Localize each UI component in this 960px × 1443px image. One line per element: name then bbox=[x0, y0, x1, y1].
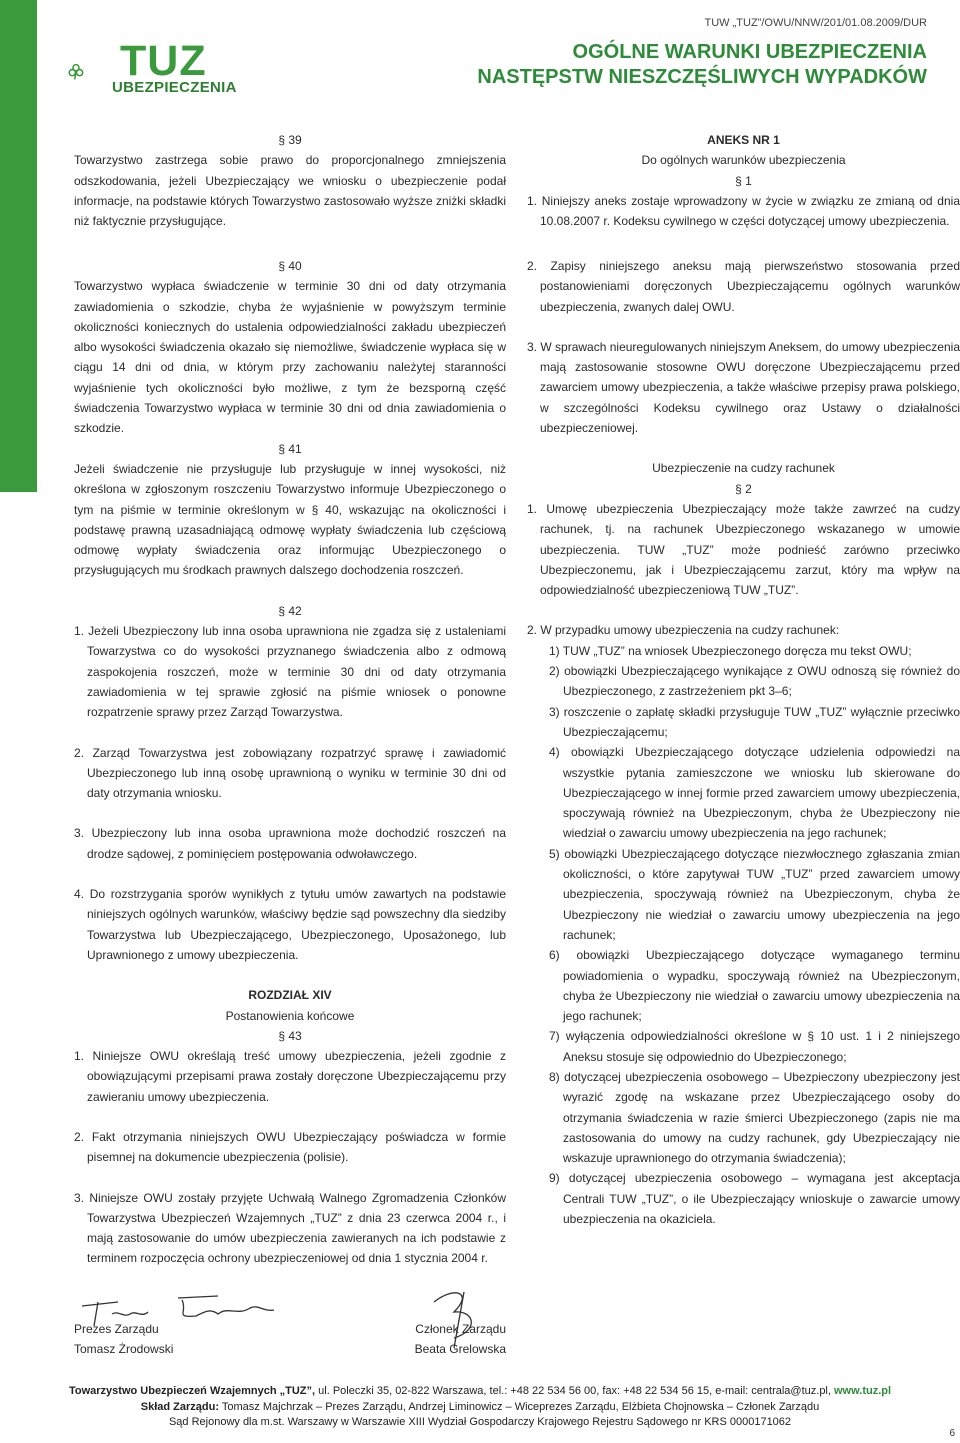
paragraph-2-sub-9: 9) dotyczącej ubezpieczenia osobowego – wymagana jest akceptacja Centrali TUW „TUZ”, o ile Ubezpieczający wnioskuje o zawarcie umowy ubezpieczenia na okaziciela. bbox=[549, 1171, 960, 1227]
section-43-item-2: 2. Fakt otrzymania niniejszych OWU Ubezpieczający poświadcza w formie pisemnej na dokumencie ubezpieczenia (polisie). bbox=[74, 1129, 506, 1165]
paragraph-1-item-3: 3. W sprawach nieuregulowanych niniejszym Aneksem, do umowy ubezpieczenia mają zastosowanie stosowne OWU doręczone Ubezpieczającemu przed zawarciem umowy ubezpieczenia, a także właściwe przepisy prawa polskiego, w szczególności Kodeksu cywilnego oraz Ustawy o działalności ubezpieczeniowej. bbox=[527, 339, 960, 436]
section-42-item-3: 3. Ubezpieczony lub inna osoba uprawniona może dochodzić roszczeń na drodze sądowej, z pominięciem postępowania odwoławczego. bbox=[74, 826, 506, 861]
section-42-item-2: 2. Zarząd Towarzystwa jest zobowiązany rozpatrzyć sprawę i zawiadomić Ubezpieczonego lub inną osobę uprawnioną o wyniku w terminie 30 dni od daty otrzymania wniosku. bbox=[74, 745, 506, 801]
signature-2-role: Członek Zarządu bbox=[415, 1322, 506, 1336]
page-number: 6 bbox=[949, 1428, 955, 1439]
section-42-heading: § 42 bbox=[278, 603, 302, 618]
paragraph-2-sub-2: 2) obowiązki Ubezpieczającego wynikające z OWU odnoszą się również do Ubezpieczonego, z zastrzeżeniem pkt 3–6; bbox=[549, 664, 960, 699]
section-2-title: Ubezpieczenie na cudzy rachunek bbox=[652, 461, 835, 476]
chapter-heading: ROZDZIAŁ XIV bbox=[248, 988, 332, 1003]
footer-line-2 bbox=[0, 1400, 960, 1416]
paragraph-2-sub-4: 4) obowiązki Ubezpieczającego dotyczące udzielenia odpowiedzi na wszystkie pytania zamieszczone we wniosku lub skierowane do Ubezpieczającego w innej formie przed zawarciem umowy ubezpieczenia, spoczywają również na Ubezpieczonym, chyba że Ubezpieczony nie wiedział o zawarciu umowy ubezpieczenia na jego rachunek; bbox=[549, 745, 960, 841]
document-reference: TUW „TUZ”/OWU/NNW/201/01.08.2009/DUR bbox=[704, 17, 927, 29]
footer-company-name: Towarzystwo Ubezpieczeń Wzajemnych „TUZ”, bbox=[68, 1385, 316, 1397]
section-43-heading: § 43 bbox=[278, 1028, 302, 1043]
logo-wordmark: TUZ bbox=[120, 37, 207, 85]
signature-2-name: Beata Grelowska bbox=[414, 1342, 506, 1356]
paragraph-2-sub-7: 7) wyłączenia odpowiedzialności określone w § 10 ust. 1 i 2 niniejszego Aneksu stosuje się odpowiednio do Ubezpieczonego; bbox=[549, 1029, 960, 1064]
paragraph-2-item-1: 1. Umowę ubezpieczenia Ubezpieczający może także zawrzeć na cudzy rachunek, tj. na rachunek Ubezpieczonego wskazanego w umowie ubezpieczenia. TUW „TUZ” może podnieść zarówno przeciwko Ubezpieczonemu, jak i Ubezpieczającemu zarzut, który ma wpływ na odpowiedzialność ubezpieczeniową TUW „TUZ”. bbox=[527, 501, 960, 598]
footer-website-link[interactable]: www.tuz.pl bbox=[834, 1385, 892, 1397]
paragraph-2-sub-5: 5) obowiązki Ubezpieczającego dotyczące niezwłocznego zgłaszania zmian okoliczności, o które zapytywał TUW „TUZ” przed zawarciem umowy ubezpieczenia, spoczywają również na Ubezpieczonym, chyba że Ubezpieczony nie wiedział o zawarciu umowy ubezpieczenia na jego rachunek; bbox=[549, 846, 960, 942]
paragraph-2-sub-6: 6) obowiązki Ubezpieczającego dotyczące wymaganego terminu powiadomienia o wypadku, spoczywają również na Ubezpieczonym, chyba że Ubezpieczony nie wiedział o zawarciu umowy ubezpieczenia na jego rachunek; bbox=[549, 948, 960, 1024]
signature-1-name: Tomasz Żrodowski bbox=[74, 1342, 174, 1356]
side-color-bar bbox=[0, 0, 37, 492]
paragraph-1-heading: § 1 bbox=[735, 173, 752, 188]
footer-line-3: Sąd Rejonowy dla m.st. Warszawy w Warszawie XIII Wydział Gospodarczy Krajowego Rejestru Sądowego nr KRS 0000171062 bbox=[168, 1416, 792, 1428]
right-column-annex bbox=[527, 130, 960, 231]
section-39-heading: § 39 bbox=[278, 133, 302, 147]
logo-subtitle: UBEZPIECZENIA bbox=[112, 79, 237, 96]
paragraph-2-heading: § 2 bbox=[735, 481, 752, 496]
section-40-heading: § 40 bbox=[278, 259, 302, 273]
signature-1-role: Prezes Zarządu bbox=[74, 1322, 159, 1336]
footer-line-1 bbox=[0, 1384, 960, 1400]
paragraph-1-item-2: 2. Zapisy niniejszego aneksu mają pierwszeństwo stosowania przed postanowieniami doręczonych Ubezpieczającemu ogólnych warunków ubezpieczenia, zwanych dalej OWU. bbox=[527, 259, 960, 314]
left-column-s39 bbox=[74, 130, 506, 231]
title-line-1: OGÓLNE WARUNKI UBEZPIECZENIA bbox=[572, 41, 927, 63]
section-39-text: Towarzystwo zastrzega sobie prawo do proporcjonalnego zmniejszenia odszkodowania, jeżeli Ubezpieczający we wniosku o ubezpieczenie podał informacje, na podstawie których Towarzystwo zastosowało wyższe zniżki składki niż faktycznie przysługujące. bbox=[74, 153, 506, 229]
left-column-s40-s42 bbox=[74, 256, 506, 1269]
paragraph-2-sub-1: 1) TUW „TUZ” na wniosek Ubezpieczonego doręcza mu tekst OWU; bbox=[549, 643, 912, 658]
section-41-heading: § 41 bbox=[278, 441, 302, 456]
footer-board-members: Tomasz Majchrzak – Prezes Zarządu, Andrzej Liminowicz – Wiceprezes Zarządu, Elżbieta Chojnowska – Członek Zarządu bbox=[219, 1400, 820, 1413]
paragraph-1-item-1: 1. Niniejszy aneks zostaje wprowadzony w życie w związku ze zmianą od dnia 10.08.2007 r. Kodeksu cywilnego w części dotyczącej umowy ubezpieczenia. bbox=[527, 193, 960, 229]
annex-subtitle: Do ogólnych warunków ubezpieczenia bbox=[641, 153, 846, 168]
title-line-2: NASTĘPSTW NIESZCZĘŚLIWYCH WYPADKÓW bbox=[477, 66, 927, 88]
paragraph-2-sub-3: 3) roszczenie o zapłatę składki przysługuje TUW „TUZ” wyłącznie przeciwko Ubezpieczającemu; bbox=[549, 704, 960, 739]
section-43-item-1: 1. Niniejsze OWU określają treść umowy ubezpieczenia, jeżeli zgodnie z obowiązującymi przepisami prawa zostały doręczone Ubezpieczającemu przy zawieraniu umowy ubezpieczenia. bbox=[74, 1049, 506, 1104]
paragraph-2-item-2: 2. W przypadku umowy ubezpieczenia na cudzy rachunek: bbox=[527, 623, 840, 638]
company-footer bbox=[0, 1384, 960, 1431]
right-column-body bbox=[527, 256, 960, 1229]
section-43-item-3: 3. Niniejsze OWU zostały przyjęte Uchwałą Walnego Zgromadzenia Członków Towarzystwa Ubezpieczeń Wzajemnych „TUZ” z dnia 23 czerwca 2004 r., i mają zastosowanie do umów ubezpieczenia zawieranych na ich podstawie z terminem rozpoczęcia ochrony ubezpieczeniowej od dnia 1 stycznia 2004 r. bbox=[74, 1190, 506, 1266]
section-41-text: Jeżeli świadczenie nie przysługuje lub przysługuje w innej wysokości, niż określona w zgłoszonym roszczeniu Towarzystwo informuje Ubezpieczonego o tym na piśmie w terminie określonym w § 40, wskazując na okoliczności i podstawę prawną uzasadniającą odmowę wypłaty świadczenia lub częściową odmowę wypłaty świadczenia oraz informując Ubezpieczonego o przysługujących mu środkach prawnych dalszego dochodzenia roszczeń. bbox=[74, 461, 506, 578]
footer-address: ul. Poleczki 35, 02-822 Warszawa, tel.: +48 22 534 56 00, fax: +48 22 534 56 15, e-mail: centrala@tuz.pl, bbox=[315, 1385, 834, 1397]
section-40-text: Towarzystwo wypłaca świadczenie w terminie 30 dni od daty otrzymania zawiadomienia o szkodzie, chyba że wyjaśnienie w powyższym terminie okoliczności koniecznych do ustalenia odpowiedzialności zakładu ubezpieczeń albo wysokości świadczenia okazało się niemożliwe, świadczenie wypłaca się w ciągu 14 dni od dnia, w którym przy zachowaniu należytej staranności wyjaśnienie tych okoliczności było możliwe, z tym że bezsporną część świadczenia Towarzystwo wypłaca w terminie 30 dni od dnia zawiadomienia o szkodzie. bbox=[74, 279, 506, 436]
footer-board-label: Skład Zarządu: bbox=[140, 1400, 220, 1413]
paragraph-2-sub-8: 8) dotyczącej ubezpieczenia osobowego – Ubezpieczony ubezpieczony jest wyrazić zgodę na wskazane przez Ubezpieczającego osoby do otrzymania świadczenia w razie śmierci Ubezpieczonego (zapis nie ma zastosowania do umowy na cudzy rachunek, gdy Ubezpieczający nie wskazuje uprawnionego do otrzymania świadczenia); bbox=[549, 1069, 960, 1166]
chapter-title: Postanowienia końcowe bbox=[225, 1008, 355, 1023]
annex-title: ANEKS NR 1 bbox=[707, 133, 780, 147]
section-42-item-1: 1. Jeżeli Ubezpieczony lub inna osoba uprawniona nie zgadza się z ustaleniami Towarzystwa co do wysokości przyznanego świadczenia albo z odmową zaspokojenia roszczeń, może w terminie 30 dni od daty otrzymania zawiadomienia w tej sprawie zgłosić na piśmie wniosek o ponowne rozpatrzenie sprawy przez Zarząd Towarzystwa. bbox=[74, 624, 506, 720]
section-42-item-4: 4. Do rozstrzygania sporów wynikłych z tytułu umów zawartych na podstawie niniejszych ogólnych warunków, właściwy będzie sąd powszechny dla siedziby Towarzystwa lub Ubezpieczającego, Ubezpieczonego, Uposażonego, lub Uprawnionego z umowy ubezpieczenia. bbox=[74, 887, 506, 962]
document-title bbox=[477, 40, 927, 90]
